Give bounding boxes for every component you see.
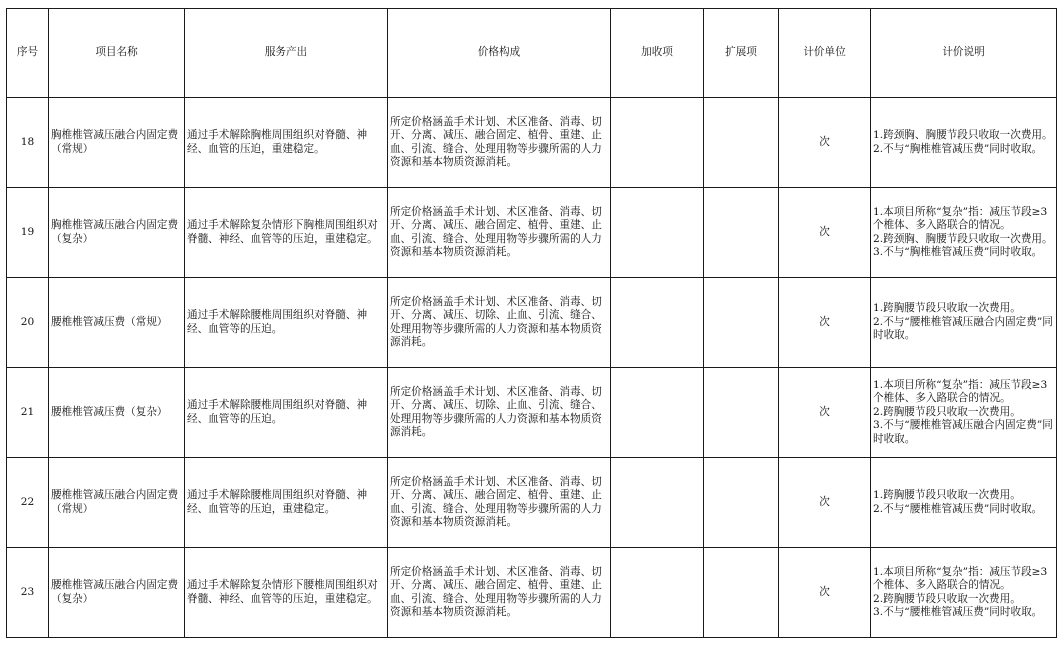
cell-surcharge — [611, 548, 704, 638]
cell-seq: 20 — [7, 278, 49, 368]
col-header-extension: 扩展项 — [704, 9, 779, 98]
note-line: 3.不与“腰椎椎管减压费”同时收取。 — [873, 606, 1043, 618]
cell-service-output: 通过手术解除腰椎周围组织对脊髓、神经、血管等的压迫。 — [185, 278, 388, 368]
cell-item-name: 腰椎椎管减压融合内固定费（常规） — [49, 458, 185, 548]
cell-service-output: 通过手术解除复杂情形下腰椎周围组织对脊髓、神经、血管等的压迫，重建稳定。 — [185, 548, 388, 638]
cell-unit: 次 — [779, 98, 871, 188]
cell-service-output: 通过手术解除复杂情形下胸椎周围组织对脊髓、神经、血管等的压迫，重建稳定。 — [185, 188, 388, 278]
note-line: 2.不与“腰椎椎管减压融合内固定费”同时收取。 — [873, 315, 1053, 342]
cell-unit: 次 — [779, 278, 871, 368]
cell-item-name: 腰椎椎管减压费（常规） — [49, 278, 185, 368]
col-header-unit: 计价单位 — [779, 9, 871, 98]
cell-extension — [704, 188, 779, 278]
note-line: 1.跨颈胸、胸腰节段只收取一次费用。 — [873, 129, 1053, 141]
cell-price-composition: 所定价格涵盖手术计划、术区准备、消毒、切开、分离、减压、融合固定、植骨、重建、止血、引流、缝合、处理用物等步骤所需的人力资源和基本物质资源消耗。 — [388, 188, 611, 278]
note-line: 1.跨胸腰节段只收取一次费用。 — [873, 489, 1021, 501]
cell-seq: 19 — [7, 188, 49, 278]
col-header-note: 计价说明 — [871, 9, 1057, 98]
cell-extension — [704, 98, 779, 188]
cell-price-composition: 所定价格涵盖手术计划、术区准备、消毒、切开、分离、减压、融合固定、植骨、重建、止血、引流、缝合、处理用物等步骤所需的人力资源和基本物质资源消耗。 — [388, 548, 611, 638]
table-body — [7, 98, 1057, 638]
cell-unit: 次 — [779, 188, 871, 278]
cell-extension — [704, 368, 779, 458]
table-row — [7, 368, 1057, 458]
cell-unit: 次 — [779, 548, 871, 638]
cell-pricing-notes — [871, 368, 1057, 458]
col-header-price: 价格构成 — [388, 9, 611, 98]
cell-surcharge — [611, 368, 704, 458]
note-line: 2.不与“腰椎椎管减压费”同时收取。 — [873, 502, 1043, 515]
note-line: 2.跨胸腰节段只收取一次费用。 — [873, 405, 1021, 418]
cell-surcharge — [611, 98, 704, 188]
cell-surcharge — [611, 278, 704, 368]
cell-price-composition: 所定价格涵盖手术计划、术区准备、消毒、切开、分离、减压、融合固定、植骨、重建、止血、引流、缝合、处理用物等步骤所需的人力资源和基本物质资源消耗。 — [388, 458, 611, 548]
note-line: 3.不与“腰椎椎管减压融合内固定费”同时收取。 — [873, 419, 1053, 445]
table-row — [7, 548, 1057, 638]
note-line: 2.跨颈胸、胸腰节段只收取一次费用。 — [873, 232, 1053, 245]
cell-service-output: 通过手术解除腰椎周围组织对脊髓、神经、血管等的压迫，重建稳定。 — [185, 458, 388, 548]
pricing-table — [6, 8, 1057, 638]
cell-surcharge — [611, 458, 704, 548]
cell-seq: 23 — [7, 548, 49, 638]
cell-extension — [704, 458, 779, 548]
cell-pricing-notes — [871, 98, 1057, 188]
cell-item-name: 腰椎椎管减压费（复杂） — [49, 368, 185, 458]
cell-item-name: 腰椎椎管减压融合内固定费（复杂） — [49, 548, 185, 638]
cell-price-composition: 所定价格涵盖手术计划、术区准备、消毒、切开、分离、减压、切除、止血、引流、缝合、处理用物等步骤所需的人力资源和基本物质资源消耗。 — [388, 278, 611, 368]
note-line: 3.不与“胸椎椎管减压费”同时收取。 — [873, 246, 1043, 258]
table-row — [7, 458, 1057, 548]
note-line: 1.本项目所称“复杂”指：减压节段≥3个椎体、多入路联合的情况。 — [873, 205, 1048, 231]
cell-unit: 次 — [779, 368, 871, 458]
cell-unit: 次 — [779, 458, 871, 548]
cell-item-name: 胸椎椎管减压融合内固定费（常规） — [49, 98, 185, 188]
cell-surcharge — [611, 188, 704, 278]
note-line: 2.跨胸腰节段只收取一次费用。 — [873, 592, 1021, 605]
cell-seq: 18 — [7, 98, 49, 188]
col-header-seq: 序号 — [7, 9, 49, 98]
table-row — [7, 278, 1057, 368]
header-row — [7, 9, 1057, 98]
table-row — [7, 98, 1057, 188]
cell-item-name: 胸椎椎管减压融合内固定费（复杂） — [49, 188, 185, 278]
cell-price-composition: 所定价格涵盖手术计划、术区准备、消毒、切开、分离、减压、融合固定、植骨、重建、止血、引流、缝合、处理用物等步骤所需的人力资源和基本物质资源消耗。 — [388, 98, 611, 188]
cell-price-composition: 所定价格涵盖手术计划、术区准备、消毒、切开、分离、减压、切除、止血、引流、缝合、处理用物等步骤所需的人力资源和基本物质资源消耗。 — [388, 368, 611, 458]
cell-extension — [704, 548, 779, 638]
cell-pricing-notes — [871, 278, 1057, 368]
cell-service-output: 通过手术解除胸椎周围组织对脊髓、神经、血管的压迫，重建稳定。 — [185, 98, 388, 188]
cell-pricing-notes — [871, 548, 1057, 638]
col-header-name: 项目名称 — [49, 9, 185, 98]
col-header-output: 服务产出 — [185, 9, 388, 98]
col-header-surcharge: 加收项 — [611, 9, 704, 98]
note-line: 1.跨胸腰节段只收取一次费用。 — [873, 302, 1021, 315]
note-line: 2.不与“胸椎椎管减压费”同时收取。 — [873, 142, 1043, 155]
cell-extension — [704, 278, 779, 368]
note-line: 1.本项目所称“复杂”指：减压节段≥3个椎体、多入路联合的情况。 — [873, 378, 1048, 405]
cell-service-output: 通过手术解除腰椎周围组织对脊髓、神经、血管等的压迫。 — [185, 368, 388, 458]
cell-pricing-notes — [871, 188, 1057, 278]
cell-pricing-notes — [871, 458, 1057, 548]
cell-seq: 21 — [7, 368, 49, 458]
note-line: 1.本项目所称“复杂”指：减压节段≥3个椎体、多入路联合的情况。 — [873, 565, 1048, 591]
table-row — [7, 188, 1057, 278]
cell-seq: 22 — [7, 458, 49, 548]
